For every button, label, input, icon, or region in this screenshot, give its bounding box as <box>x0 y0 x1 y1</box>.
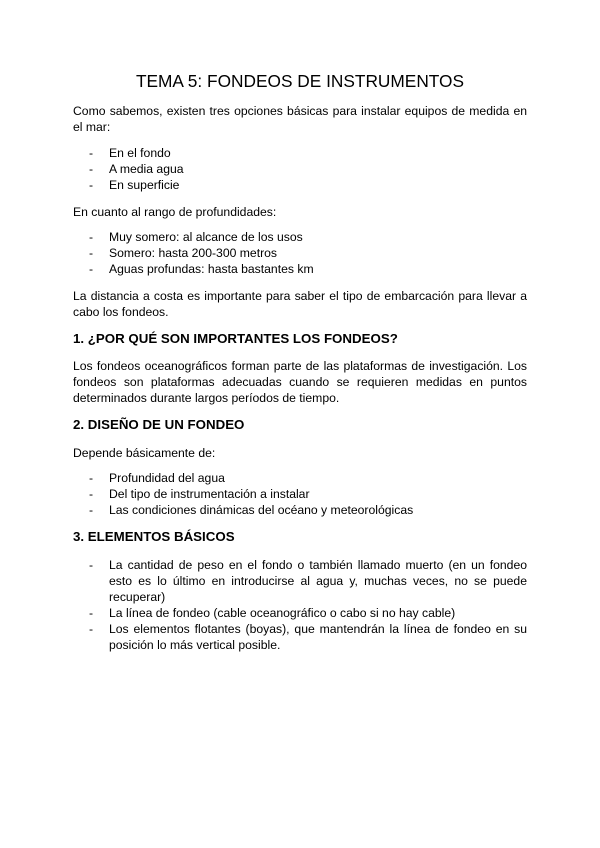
section2-heading: 2. DISEÑO DE UN FONDEO <box>73 417 245 432</box>
dash-bullet: - <box>89 162 94 176</box>
page-title: TEMA 5: FONDEOS DE INSTRUMENTOS <box>135 71 465 91</box>
intro-paragraph: Como sabemos, existen tres opciones básicas para instalar equipos de medida en el mar: <box>73 104 527 134</box>
list-item: - Muy somero: al alcance de los usos <box>89 230 303 244</box>
list-item: - Las condiciones dinámicas del océano y meteorológicas <box>89 503 414 517</box>
dash-bullet: - <box>89 487 94 501</box>
dash-bullet: - <box>89 146 94 160</box>
basic-elements-list <box>73 557 527 653</box>
list-item: - Aguas profundas: hasta bastantes km <box>89 262 314 276</box>
section2-intro: Depende básicamente de: <box>73 446 216 460</box>
dash-bullet: - <box>89 230 94 244</box>
section1-heading: 1. ¿POR QUÉ SON IMPORTANTES LOS FONDEOS? <box>73 331 398 346</box>
list-item: - Los elementos flotantes (boyas), que mantendrán la línea de fondeo en su posición lo más vertical posible. <box>89 622 527 652</box>
list-item: - Somero: hasta 200-300 metros <box>89 246 278 260</box>
depth-list <box>73 229 527 277</box>
list-item: - Del tipo de instrumentación a instalar <box>89 487 310 501</box>
list-item: - A media agua <box>89 162 184 176</box>
dash-bullet: - <box>89 262 94 276</box>
dash-bullet: - <box>89 178 94 192</box>
options-list <box>73 145 527 193</box>
dash-bullet: - <box>89 622 94 636</box>
dash-bullet: - <box>89 246 94 260</box>
depth-intro: En cuanto al rango de profundidades: <box>73 205 277 219</box>
dash-bullet: - <box>89 503 94 517</box>
list-item: - Profundidad del agua <box>89 471 225 485</box>
dash-bullet: - <box>89 471 94 485</box>
dash-bullet: - <box>89 606 94 620</box>
list-item: - En el fondo <box>89 146 171 160</box>
distance-paragraph: La distancia a costa es importante para saber el tipo de embarcación para llevar a cabo los fondeos. <box>73 289 527 319</box>
list-item: - En superficie <box>89 178 180 192</box>
design-factors-list <box>73 470 527 518</box>
dash-bullet: - <box>89 558 94 572</box>
list-item: - La línea de fondeo (cable oceanográfico o cabo si no hay cable) <box>89 606 456 620</box>
section3-heading: 3. ELEMENTOS BÁSICOS <box>73 529 235 544</box>
section1-paragraph: Los fondeos oceanográficos forman parte de las plataformas de investigación. Los fondeos son plataformas adecuadas cuando se requieren medidas en puntos determinados durante largos períodos de tiempo. <box>73 359 527 405</box>
list-item: - La cantidad de peso en el fondo o también llamado muerto (en un fondeo esto es lo último en introducirse al agua y, muchas veces, no se puede recuperar) <box>89 558 527 604</box>
